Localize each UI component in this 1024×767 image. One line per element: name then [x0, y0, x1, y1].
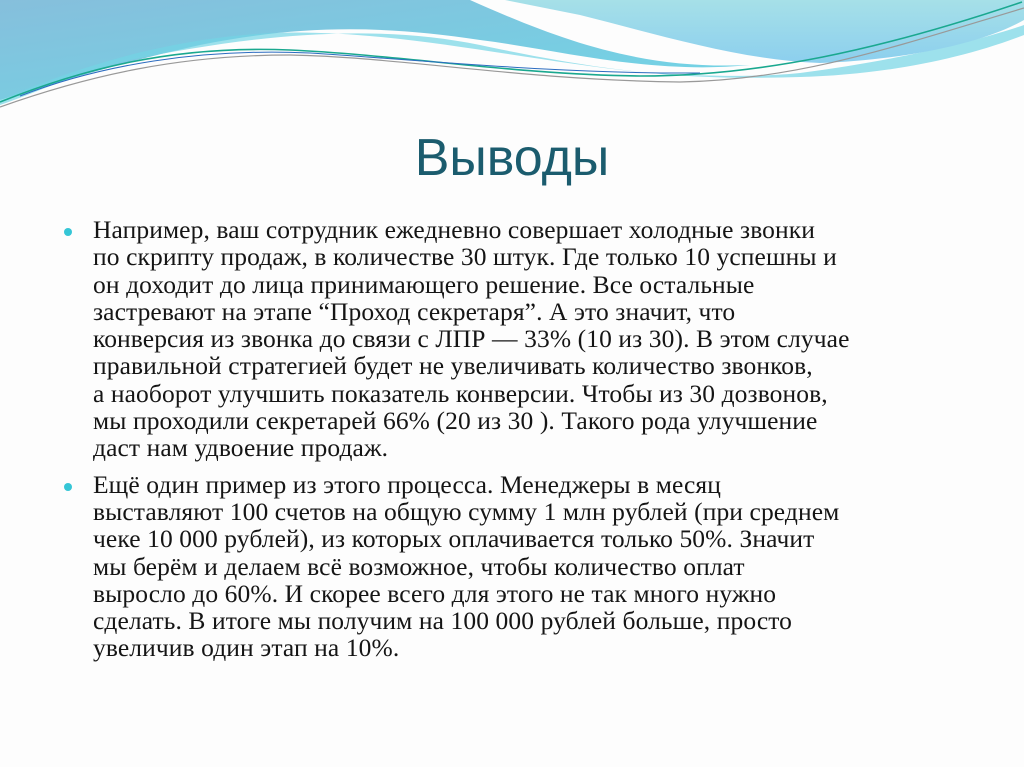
bullet-line: конверсия из звонка до связи с ЛПР — 33% (10 из 30). В этом случае — [93, 324, 850, 354]
bullet-line: сделать. В итоге мы получим на 100 000 рублей больше, просто — [93, 606, 793, 636]
bullet-line: мы берём и делаем всё возможное, чтобы количество оплат — [93, 551, 745, 581]
header-wave-decoration — [0, 0, 1024, 120]
bullet-line: чеке 10 000 рублей), из которых оплачивается только 50%. Значит — [93, 524, 815, 554]
bullet-line: по скрипту продаж, в количестве 30 штук. Где только 10 успешны и — [93, 242, 837, 272]
bullet-line: выставляют 100 счетов на общую сумму 1 млн рублей (при среднем — [93, 496, 840, 526]
slide-title: Выводы — [414, 129, 610, 187]
bullet-line: он доходит до лица принимающего решение. Все остальные — [93, 269, 755, 299]
bullet-line: увеличив один этап на 10%. — [93, 633, 400, 663]
bullet-item — [62, 216, 850, 462]
bullet-line: даст нам удвоение продаж. — [93, 433, 389, 463]
bullet-line: Например, ваш сотрудник ежедневно совершает холодные звонки — [93, 215, 816, 244]
bullet-line: а наоборот улучшить показатель конверсии. Чтобы из 30 дозвонов, — [93, 378, 828, 408]
bullet-dot-icon — [64, 228, 72, 236]
bullet-line: мы проходили секретарей 66% (20 из 30 ). Такого рода улучшение — [93, 406, 818, 436]
bullet-line: застревают на этапе “Проход секретаря”. А это значит, что — [93, 296, 736, 326]
bullet-dot-icon — [64, 483, 72, 491]
bullet-item — [62, 471, 850, 662]
bullet-line: выросло до 60%. И скорее всего для этого не так много нужно — [93, 578, 777, 608]
bullet-list — [62, 216, 850, 671]
bullet-line: Ещё один пример из этого процесса. Менеджеры в месяц — [93, 469, 722, 499]
bullet-line: правильной стратегией будет не увеличивать количество звонков, — [93, 351, 813, 381]
